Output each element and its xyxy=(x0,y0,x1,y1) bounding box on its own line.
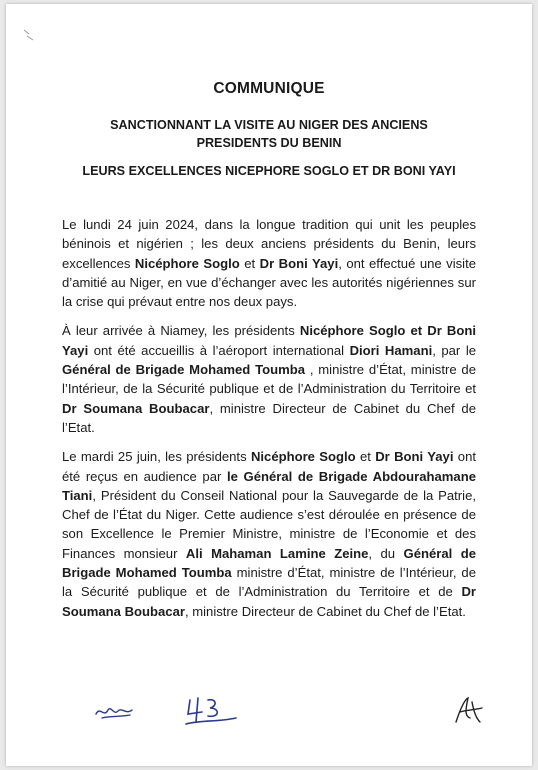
bold-name-text: Dr Boni Yayi xyxy=(259,255,339,271)
paragraph-text: Le lundi 24 juin 2024, dans la longue tradition qui unit les peuples béninois et nigérien ; les deux anciens présidents du Benin, leurs excellences xyxy=(62,217,476,271)
paragraph-text: , ont effectué une visite d’amitié au Niger, en vue d’échanger avec les autorités nigériennes sur la crise qui prévaut entre nos deux pays. xyxy=(62,255,476,310)
bold-name-text: le Général de Brigade Abdourahamane Tiani xyxy=(62,468,476,503)
signature-1 xyxy=(92,696,140,726)
paragraph-2 xyxy=(62,321,476,437)
document-subtitle xyxy=(6,116,532,152)
document-subtitle-names: LEURS EXCELLENCES NICEPHORE SOGLO ET DR BONI YAYI xyxy=(82,164,456,178)
bold-name-text: Diori Hamani xyxy=(349,342,433,358)
bold-name-text: Dr Soumana Boubacar xyxy=(62,584,476,619)
paragraph-3 xyxy=(62,447,476,621)
bold-name-text: Dr Boni Yayi xyxy=(375,449,454,465)
document-title: COMMUNIQUE xyxy=(213,80,325,97)
bold-name-text: Nicéphore Soglo et Dr Boni Yayi xyxy=(62,323,476,358)
paragraph-text: , ministre Directeur de Cabinet du Chef de l’Etat. xyxy=(184,603,466,619)
paragraph-1 xyxy=(62,215,476,311)
paragraph-text: Le mardi 25 juin, les présidents xyxy=(62,449,251,465)
paragraph-text: ont été reçus en audience par xyxy=(62,449,476,484)
paragraph-text: , du xyxy=(368,545,404,561)
signature-2 xyxy=(182,692,240,730)
paragraph-text: ministre d’État, ministre de l’Intérieur, de la Sécurité publique et de l’Administration du Territoire et de xyxy=(62,565,476,600)
bold-name-text: Général de Brigade Mohamed Toumba xyxy=(62,362,306,378)
subtitle-line-2: PRESIDENTS DU BENIN xyxy=(196,136,342,150)
paragraph-text: et xyxy=(239,255,260,271)
subtitle-line-1: SANCTIONNANT LA VISITE AU NIGER DES ANCIENS xyxy=(110,118,428,132)
bold-name-text: Général de Brigade Mohamed Toumba xyxy=(62,545,477,581)
document-page xyxy=(6,4,532,766)
bold-name-text: Dr Soumana Boubacar xyxy=(62,400,210,416)
document-body xyxy=(62,215,476,631)
paragraph-text: , ministre d’État, ministre de l’Intérieur, de la Sécurité publique et de l’Administration du Territoire et xyxy=(62,362,476,397)
signature-3 xyxy=(446,692,488,730)
paragraph-text: ont été accueillis à l’aéroport international xyxy=(88,342,350,358)
bold-name-text: Nicéphore Soglo xyxy=(134,255,240,271)
paragraph-text: et xyxy=(355,449,376,465)
paragraph-text: , Président du Conseil National pour la Sauvegarde de la Patrie, Chef de l’État du Niger. Cette audience s’est déroulée en présence de son Excellence le Premier Ministre, ministre de l’Economie et des Finances monsieur xyxy=(62,487,476,561)
bold-name-text: Ali Mahaman Lamine Zeine xyxy=(185,545,369,561)
corner-scribble-mark xyxy=(22,28,36,42)
paragraph-text: , ministre Directeur de Cabinet du Chef de l’Etat. xyxy=(62,400,476,435)
paragraph-text: À leur arrivée à Niamey, les présidents xyxy=(62,323,300,339)
bold-name-text: Nicéphore Soglo xyxy=(250,449,356,465)
paragraph-text: , par le xyxy=(432,342,477,358)
